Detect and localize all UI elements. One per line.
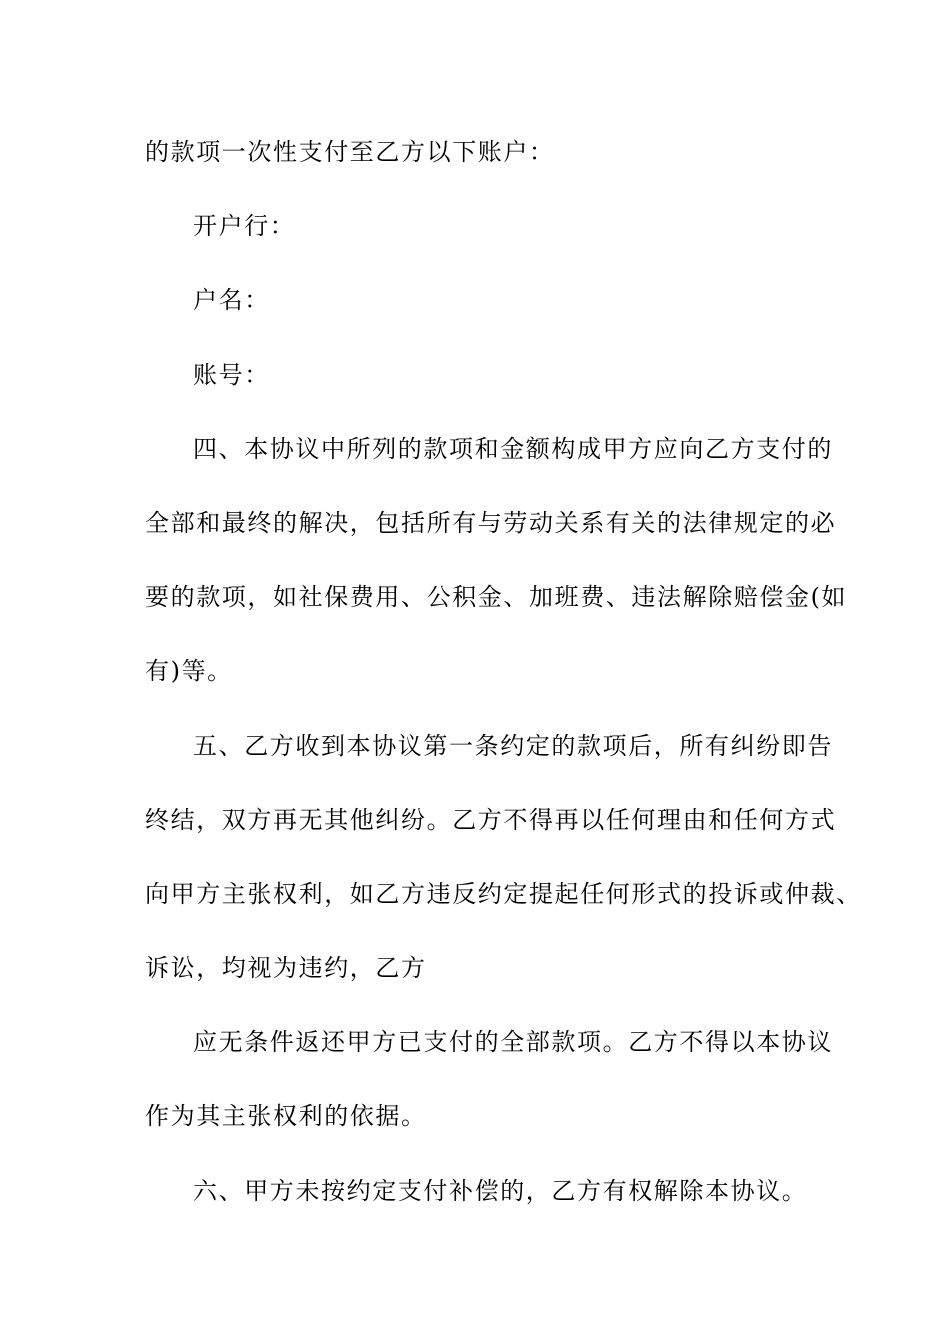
text-line-account-number: 账号： [193,360,270,389]
clause-4-line-2: 全部和最终的解决，包括所有与劳动关系有关的法律规定的必 [145,508,837,537]
document-body [145,128,862,1241]
clause-5-line-1: 五、乙方收到本协议第一条约定的款项后，所有纠纷即告 [193,731,833,760]
clause-5-line-5: 应无条件返还甲方已支付的全部款项。乙方不得以本协议 [193,1028,833,1057]
clause-5-line-4: 诉讼，均视为违约，乙方 [145,954,427,983]
clause-5-line-3: 向甲方主张权利，如乙方违反约定提起任何形式的投诉或仲裁、 [145,879,862,908]
text-line-account-name: 户名： [193,286,270,315]
clause-4-line-4: 有)等。 [145,657,233,686]
clause-4-line-3: 要的款项，如社保费用、公积金、加班费、违法解除赔偿金(如 [145,583,848,612]
clause-5-line-2: 终结，双方再无其他纠纷。乙方不得再以任何理由和任何方式 [145,805,837,834]
text-line-bank: 开户行： [193,212,296,241]
clause-5-line-6: 作为其主张权利的依据。 [145,1102,427,1131]
clause-4-line-1: 四、本协议中所列的款项和金额构成甲方应向乙方支付的 [193,434,833,463]
clause-6-line-1: 六、甲方未按约定支付补偿的，乙方有权解除本协议。 [193,1176,808,1205]
text-line-payment-continuation: 的款项一次性支付至乙方以下账户： [145,138,555,166]
